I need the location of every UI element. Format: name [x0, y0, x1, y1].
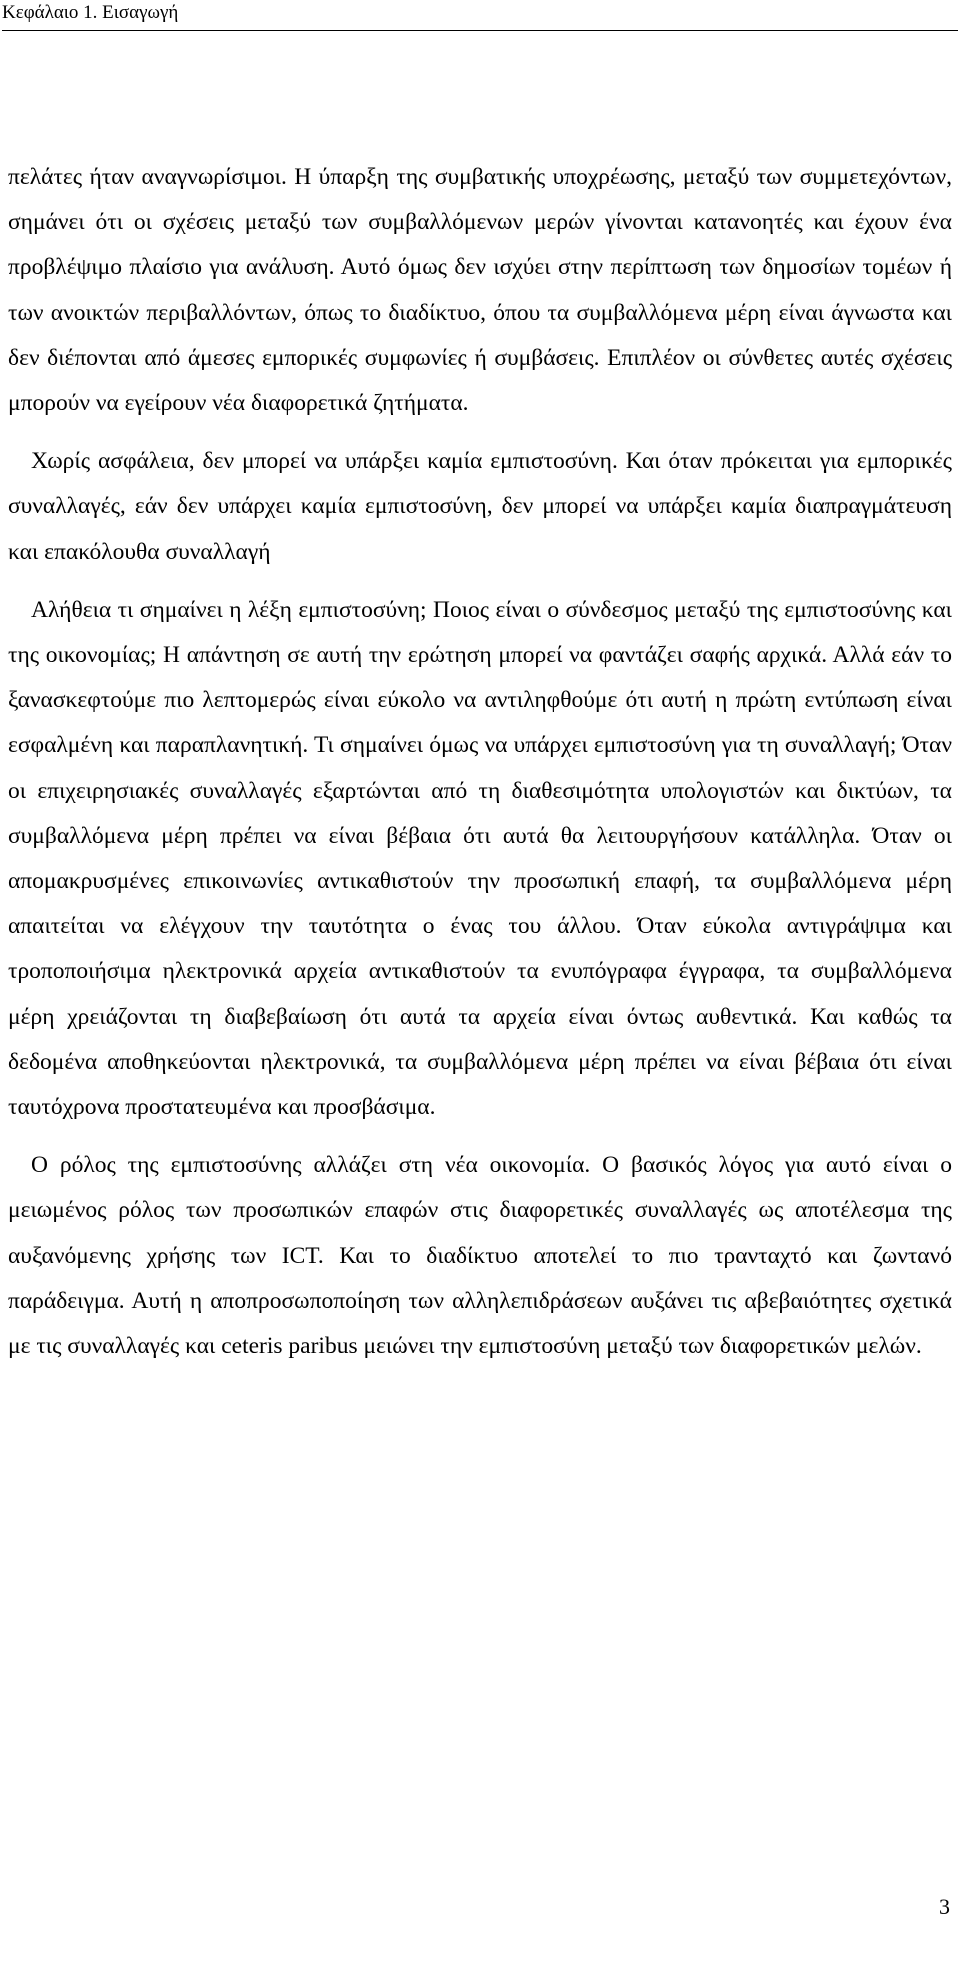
paragraph: Χωρίς ασφάλεια, δεν μπορεί να υπάρξει καμία εμπιστοσύνη. Και όταν πρόκειται για εμπορικές συναλλαγές, εάν δεν υπάρχει καμία εμπιστοσύνη, δεν μπορεί να υπάρξει καμία διαπραγμάτευση και επακόλουθα συναλλαγή — [8, 448, 952, 565]
chapter-title: Κεφάλαιο 1. Εισαγωγή — [2, 2, 179, 23]
paragraph: πελάτες ήταν αναγνωρίσιμοι. Η ύπαρξη της συμβατικής υποχρέωσης, μεταξύ των συμμετεχόντων, σημάνει ότι οι σχέσεις μεταξύ των συμβαλλόμενων μερών γίνονται κατανοητές και έχουν ένα προβλέψιμο πλαίσιο για ανάλυση. Αυτό όμως δεν ισχύει στην περίπτωση των δημοσίων τομέων ή των ανοικτών περιβαλλόντων, όπως το διαδίκτυο, όπου τα συμβαλλόμενα μέρη είναι άγνωστα και δεν διέπονται από άμεσες εμπορικές συμφωνίες ή συμβάσεις. Επιπλέον οι σύνθετες αυτές σχέσεις μπορούν να εγείρουν νέα διαφορετικά ζητήματα. — [8, 164, 952, 417]
paragraph: Αλήθεια τι σημαίνει η λέξη εμπιστοσύνη; Ποιος είναι ο σύνδεσμος μεταξύ της εμπιστοσύνης και της οικονομίας; Η απάντηση σε αυτή την ερώτηση μπορεί να φαντάζει σαφής αρχικά. Αλλά εάν το ξανασκεφτούμε πιο λεπτομερώς είναι εύκολο να αντιληφθούμε ότι αυτή η πρώτη εντύπωση είναι εσφαλμένη και παραπλανητική. Τι σημαίνει όμως να υπάρχει εμπιστοσύνη για τη συναλλαγή; Όταν οι επιχειρησιακές συναλλαγές εξαρτώνται από τη διαθεσιμότητα υπολογιστών και δικτύων, τα συμβαλλόμενα μέρη πρέπει να είναι βέβαια ότι αυτά θα λειτουργήσουν κατάλληλα. Όταν οι απομακρυσμένες επικοινωνίες αντικαθιστούν την προσωπική επαφή, τα συμβαλλόμενα μέρη απαιτείται να ελέγχουν την ταυτότητα ο ένας του άλλου. Όταν εύκολα αντιγράψιμα και τροποποιήσιμα ηλεκτρονικά αρχεία αντικαθιστούν τα ενυπόγραφα έγγραφα, τα συμβαλλόμενα μέρη χρειάζονται τη διαβεβαίωση ότι αυτά τα αρχεία είναι όντως αυθεντικά. Και καθώς τα δεδομένα αποθηκεύονται ηλεκτρονικά, τα συμβαλλόμενα μέρη πρέπει να είναι βέβαια ότι είναι ταυτόχρονα προστατευμένα και προσβάσιμα. — [8, 596, 952, 1121]
paragraph: Ο ρόλος της εμπιστοσύνης αλλάζει στη νέα οικονομία. Ο βασικός λόγος για αυτό είναι ο μειωμένος ρόλος των προσωπικών επαφών στις διαφορετικές συναλλαγές ως αποτέλεσμα της αυξανόμενης χρήσης των ICT. Και το διαδίκτυο αποτελεί το πιο τρανταχτό και ζωντανό παράδειγμα. Αυτή η αποπροσωποποίηση των αλληλεπιδράσεων αυξάνει τις αβεβαιότητες σχετικά με τις συναλλαγές και ceteris paribus μειώνει την εμπιστοσύνη μεταξύ των διαφορετικών μελών. — [8, 1152, 952, 1360]
header-rule — [2, 30, 958, 31]
running-header — [2, 0, 958, 34]
page-body — [8, 155, 952, 1369]
page-number: 3 — [939, 1894, 950, 1919]
